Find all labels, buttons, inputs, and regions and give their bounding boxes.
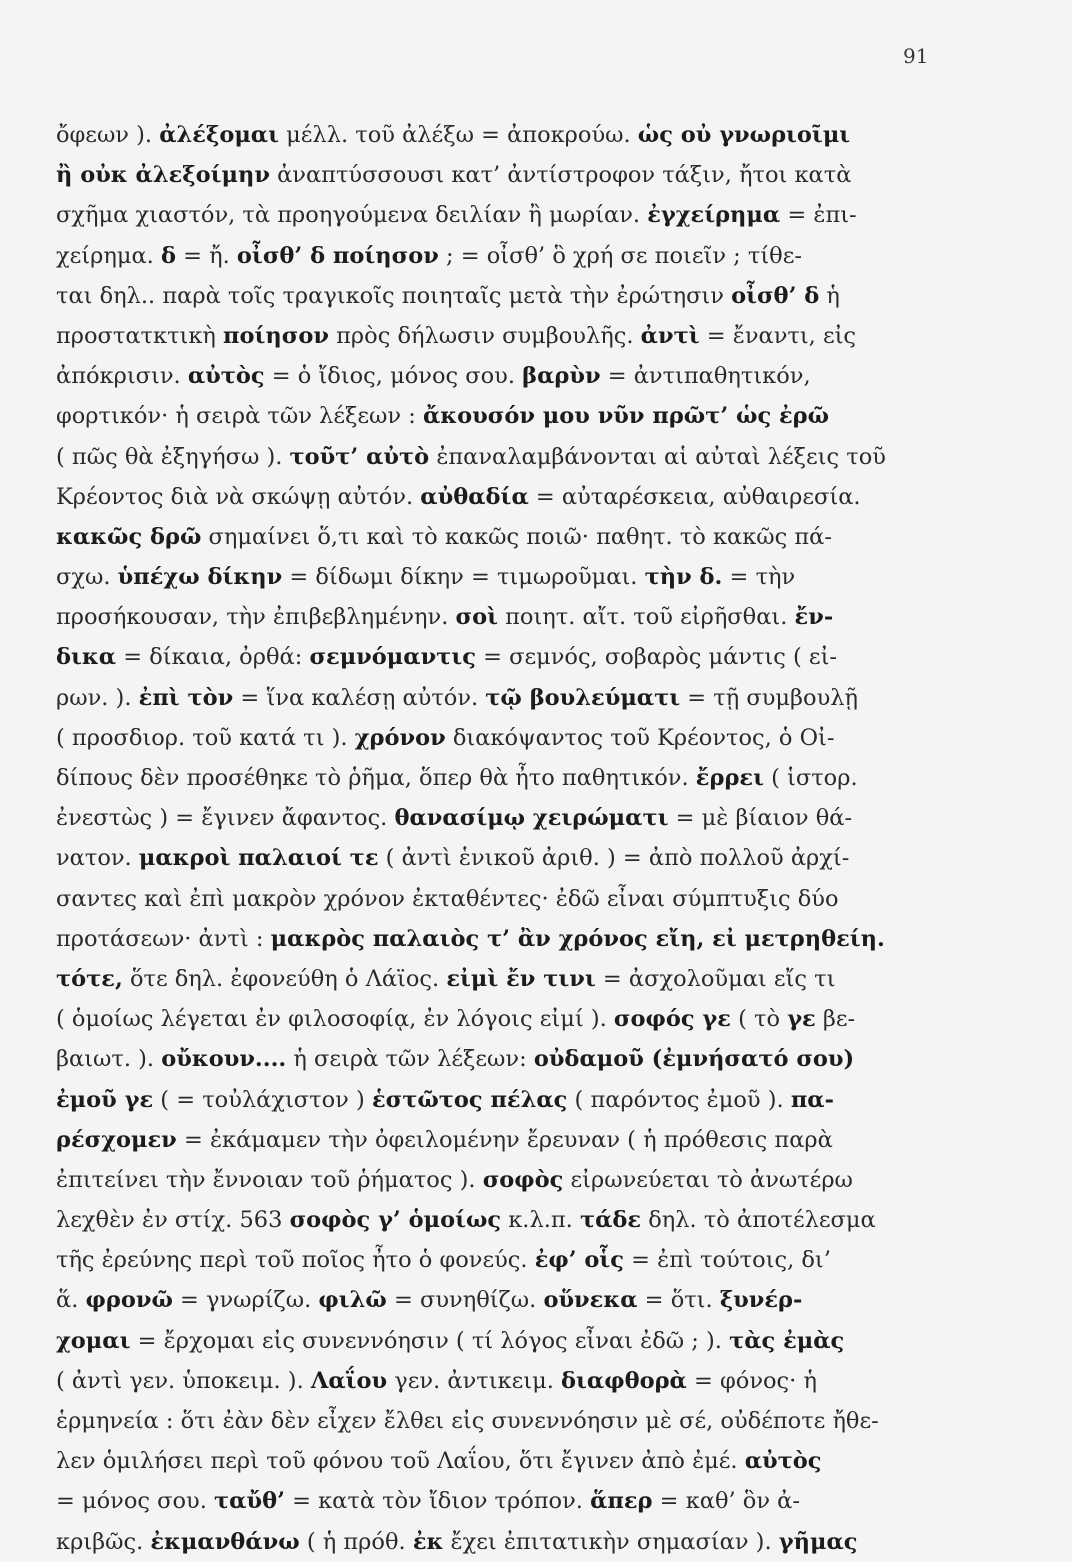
gloss-text: ἡ σειρὰ τῶν λέξεων:: [286, 1046, 534, 1073]
gloss-text: = τὴν: [722, 564, 796, 591]
text-line: [56, 316, 961, 356]
text-line: [56, 678, 961, 718]
gloss-text: = ἵνα καλέσῃ αὐτόν.: [233, 684, 486, 711]
text-line: [56, 1200, 961, 1240]
lemma-bold: αὐθαδία: [420, 483, 529, 510]
gloss-text: σχῆμα χιαστόν, τὰ προηγούμενα δειλίαν ἢ μωρίαν.: [56, 202, 648, 229]
lemma-bold: τὴν δ.: [644, 564, 723, 591]
gloss-text: = ἔναντι, εἰς: [699, 322, 857, 349]
gloss-text: = φόνος· ἡ: [686, 1367, 817, 1394]
text-line: [56, 1361, 961, 1401]
gloss-text: προτάσεων· ἀντὶ :: [56, 925, 271, 952]
text-line: [56, 758, 961, 798]
lemma-bold: οὕνεκα: [543, 1287, 638, 1314]
gloss-text: βε-: [815, 1006, 856, 1033]
gloss-text: βαιωτ. ).: [56, 1046, 162, 1073]
text-line: [56, 1401, 961, 1441]
gloss-text: ( ἀντὶ γεν. ὑποκειμ. ).: [56, 1367, 311, 1394]
text-line: [56, 276, 961, 316]
lemma-bold: τότε,: [56, 965, 123, 992]
text-line: [56, 999, 961, 1039]
lemma-bold: ποίησον: [223, 322, 329, 349]
gloss-text: ( ἡ πρόθ.: [299, 1528, 413, 1555]
lemma-bold: οὔκουν....: [161, 1046, 287, 1073]
lemma-bold: οἶσθ’ δ ποίησον: [236, 242, 439, 269]
lemma-bold: χομαι: [56, 1327, 131, 1354]
gloss-text: πρὸς δήλωσιν συμβουλῆς.: [328, 322, 641, 349]
gloss-text: μέλλ. τοῦ ἀλέξω = ἀποκρούω.: [279, 122, 638, 148]
lemma-bold: κακῶς δρῶ: [56, 523, 202, 550]
lemma-bold: ταὔθ’: [214, 1488, 285, 1515]
gloss-text: ἐνεστὼς ) = ἔγινεν ἄφαντος.: [56, 805, 395, 832]
gloss-text: ἐπιτείνει τὴν ἔννοιαν τοῦ ῥήματος ).: [56, 1166, 483, 1193]
text-line: [56, 1039, 961, 1079]
gloss-text: τῆς ἐρεύνης περὶ τοῦ ποῖος ἦτο ὁ φονεύς.: [56, 1247, 535, 1274]
gloss-text: ται δηλ.. παρὰ τοῖς τραγικοῖς ποιηταῖς μετὰ τὴν ἐρώτησιν: [56, 282, 732, 309]
lemma-bold: τάδε: [579, 1207, 642, 1234]
gloss-text: = κατὰ τὸν ἴδιον τρόπον.: [284, 1488, 591, 1515]
text-line: [56, 396, 961, 436]
lemma-bold: ἄκουσόν μου νῦν πρῶτ’ ὡς ἐρῶ: [422, 403, 830, 430]
gloss-text: κριβῶς.: [56, 1528, 151, 1555]
gloss-text: ( παρόντος ἐμοῦ ).: [567, 1086, 791, 1113]
gloss-text: ( πῶς θὰ ἐξηγήσω ).: [56, 443, 290, 470]
text-line: [56, 1522, 961, 1562]
gloss-text: ὅτε δηλ. ἐφονεύθη ὁ Λάϊος.: [122, 965, 447, 992]
text-line: [56, 236, 961, 276]
text-line: [56, 517, 961, 557]
lemma-bold: διαφθορὰ: [561, 1367, 687, 1394]
gloss-text: = αὐταρέσκεια, αὐθαιρεσία.: [528, 483, 861, 510]
lemma-bold: θανασίμῳ χειρώματι: [394, 805, 669, 832]
lemma-bold: μακροὶ παλαιοί τε: [138, 845, 379, 872]
gloss-text: δίπους δὲν προσέθηκε τὸ ῥῆμα, ὅπερ θὰ ἦτο παθητικόν.: [56, 765, 696, 791]
lemma-bold: δικα: [56, 644, 117, 671]
text-line: [56, 1441, 961, 1481]
lemma-bold: βαρὺν: [522, 363, 601, 390]
text-line: [56, 1280, 961, 1320]
text-line: [56, 115, 961, 155]
gloss-text: = σεμνός, σοβαρὸς μάντις ( εἰ-: [475, 644, 838, 671]
gloss-text: προσήκουσαν, τὴν ἐπιβεβλημένην.: [56, 604, 456, 631]
commentary-text: [56, 115, 961, 1562]
lemma-bold: ρέσχομεν: [56, 1126, 177, 1153]
lemma-bold: μακρὸς παλαιὸς τ’ ἂν χρόνος εἴη, εἰ μετρηθείη.: [270, 925, 885, 952]
gloss-text: διακόψαντος τοῦ Κρέοντος, ὁ Οἰ-: [445, 724, 835, 751]
lemma-bold: ξυνέρ-: [719, 1287, 803, 1314]
gloss-text: ἔχει ἐπιτατικὴν σημασίαν ).: [443, 1528, 779, 1555]
gloss-text: ἀναπτύσσουσι κατ’ ἀντίστροφον τάξιν, ἤτοι κατὰ: [269, 162, 852, 189]
gloss-text: σαντες καὶ ἐπὶ μακρὸν χρόνον ἐκταθέντες· ἐδῶ εἶναι σύμπτυξις δύο: [56, 885, 839, 912]
text-line: [56, 356, 961, 396]
gloss-text: = ὁ ἴδιος, μόνος σου.: [264, 363, 523, 390]
lemma-bold: Λαΐου: [310, 1367, 388, 1394]
text-line: [56, 195, 961, 235]
lemma-bold: δ: [160, 242, 176, 269]
gloss-text: ( ἀντὶ ἑνικοῦ ἀριθ. ) = ἀπὸ πολλοῦ ἀρχί-: [378, 845, 850, 872]
text-line: [56, 1240, 961, 1280]
gloss-text: = μόνος σου.: [56, 1488, 215, 1515]
lemma-bold: σοφὸς: [482, 1166, 564, 1193]
gloss-text: = ἐπὶ τούτοις, δι’: [624, 1247, 831, 1274]
lemma-bold: τὰς ἐμὰς: [729, 1327, 845, 1354]
lemma-bold: ἐφ’ οἷς: [534, 1247, 624, 1274]
text-line: [56, 477, 961, 517]
gloss-text: προστατκτικὴ: [56, 322, 224, 349]
lemma-bold: αὐτὸς: [187, 363, 265, 390]
gloss-text: νατον.: [56, 845, 139, 872]
text-line: [56, 1120, 961, 1160]
text-line: [56, 1321, 961, 1361]
lemma-bold: ἑστῶτος πέλας: [371, 1086, 568, 1113]
lemma-bold: σοφός γε: [613, 1006, 731, 1033]
lemma-bold: ὑπέχω δίκην: [117, 564, 283, 591]
gloss-text: ἑρμηνεία : ὅτι ἐὰν δὲν εἶχεν ἔλθει εἰς συνεννόησιν μὲ σέ, οὐδέποτε ἤθε-: [56, 1408, 879, 1434]
text-line: [56, 557, 961, 597]
gloss-text: = ἔρχομαι εἰς συνεννόησιν ( τί λόγος εἶναι ἐδῶ ; ).: [130, 1327, 730, 1354]
lemma-bold: πα-: [790, 1086, 834, 1113]
text-line: [56, 155, 961, 195]
gloss-text: εἰρωνεύεται τὸ ἀνωτέρω: [563, 1166, 853, 1193]
lemma-bold: ἀντὶ: [640, 322, 700, 349]
lemma-bold: τῷ βουλεύματι: [485, 684, 681, 711]
lemma-bold: εἰμὶ ἔν τινι: [446, 965, 596, 992]
lemma-bold: σεμνόμαντις: [309, 644, 476, 671]
lemma-bold: ἔν-: [794, 604, 834, 631]
lemma-bold: σοφὸς γ’ ὁμοίως: [289, 1207, 502, 1234]
text-line: [56, 1160, 961, 1200]
lemma-bold: χρόνον: [354, 724, 446, 751]
lemma-bold: ἔρρει: [695, 765, 764, 791]
text-line: [56, 798, 961, 838]
gloss-text: = ἐπι-: [780, 202, 857, 229]
lemma-bold: φιλῶ: [318, 1287, 387, 1314]
gloss-text: λεχθὲν ἐν στίχ. 563: [56, 1207, 290, 1234]
gloss-text: ποιητ. αἴτ. τοῦ εἰρῆσθαι.: [497, 604, 795, 631]
lemma-bold: ἐπὶ τὸν: [138, 684, 234, 711]
gloss-text: ( ἱστορ.: [763, 765, 858, 791]
lemma-bold: οἶσθ’ δ: [731, 282, 820, 309]
gloss-text: χείρημα.: [56, 242, 161, 269]
lemma-bold: φρονῶ: [85, 1287, 173, 1314]
text-line: [56, 1481, 961, 1521]
text-line: [56, 959, 961, 999]
gloss-text: ἅ.: [56, 1287, 86, 1314]
lemma-bold: ἐκμανθάνω: [150, 1528, 300, 1555]
gloss-text: = συνηθίζω.: [386, 1287, 544, 1314]
text-line: [56, 879, 961, 919]
lemma-bold: γῆμας: [778, 1528, 858, 1555]
lemma-bold: σοὶ: [455, 604, 498, 631]
gloss-text: = γνωρίζω.: [172, 1287, 319, 1314]
gloss-text: ( ὁμοίως λέγεται ἐν φιλοσοφίᾳ, ἐν λόγοις εἰμί ).: [56, 1006, 614, 1033]
gloss-text: = καθ’ ὃν ἀ-: [652, 1488, 800, 1515]
gloss-text: ; = οἶσθ’ ὃ χρή σε ποιεῖν ; τίθε-: [438, 242, 802, 269]
gloss-text: = ἀντιπαθητικόν,: [600, 363, 811, 390]
gloss-text: ( προσδιορ. τοῦ κατά τι ).: [56, 724, 355, 751]
gloss-text: Κρέοντος διὰ νὰ σκώψῃ αὐτόν.: [56, 483, 421, 510]
text-line: [56, 597, 961, 637]
gloss-text: ( τὸ: [730, 1006, 788, 1033]
gloss-text: φορτικόν· ἡ σειρὰ τῶν λέξεων :: [56, 403, 423, 430]
gloss-text: ρων. ).: [56, 684, 139, 711]
gloss-text: γεν. ἀντικειμ.: [387, 1367, 562, 1394]
gloss-text: = ἀσχολοῦμαι εἴς τι: [595, 965, 836, 992]
gloss-text: ἐπαναλαμβάνονται αἱ αὐταὶ λέξεις τοῦ: [429, 443, 886, 470]
lemma-bold: ἐμοῦ γε: [56, 1086, 154, 1113]
text-line: [56, 718, 961, 758]
lemma-bold: ἢ οὐκ ἀλεξοίμην: [56, 162, 270, 189]
lemma-bold: τοῦτ’ αὐτὸ: [289, 443, 430, 470]
lemma-bold: γε: [787, 1006, 816, 1033]
gloss-text: = μὲ βίαιον θά-: [668, 805, 853, 832]
gloss-text: δηλ. τὸ ἀποτέλεσμα: [641, 1207, 876, 1234]
gloss-text: λεν ὁμιλήσει περὶ τοῦ φόνου τοῦ Λαΐου, ὅτι ἔγινεν ἀπὸ ἐμέ.: [56, 1448, 745, 1475]
gloss-text: = ἐκάμαμεν τὴν ὀφειλομένην ἔρευναν ( ἡ πρόθεσις παρὰ: [176, 1126, 833, 1153]
lemma-bold: ὡς οὐ γνωριοῖμι: [637, 122, 851, 148]
text-line: [56, 1080, 961, 1120]
page-number: 91: [903, 44, 929, 68]
lemma-bold: ἐγχείρημα: [647, 202, 781, 229]
lemma-bold: ἅπερ: [590, 1488, 653, 1515]
gloss-text: = τῇ συμβουλῇ: [680, 684, 859, 711]
gloss-text: = δίκαια, ὀρθά:: [116, 644, 310, 671]
lemma-bold: ἀλέξομαι: [159, 122, 279, 148]
gloss-text: σημαίνει ὅ,τι καὶ τὸ κακῶς ποιῶ· παθητ. τὸ κακῶς πά-: [201, 523, 832, 550]
text-line: [56, 838, 961, 878]
text-line: [56, 919, 961, 959]
text-line: [56, 637, 961, 677]
gloss-text: = ἤ.: [175, 242, 237, 269]
gloss-text: κ.λ.π.: [501, 1207, 580, 1234]
gloss-text: = δίδωμι δίκην = τιμωροῦμαι.: [282, 564, 645, 591]
gloss-text: ὄφεων ).: [56, 122, 160, 148]
text-line: [56, 437, 961, 477]
gloss-text: ἀπόκρισιν.: [56, 363, 188, 390]
gloss-text: = ὅτι.: [637, 1287, 720, 1314]
gloss-text: σχω.: [56, 564, 118, 591]
lemma-bold: αὐτὸς: [744, 1448, 822, 1475]
lemma-bold: ἐκ: [412, 1528, 444, 1555]
gloss-text: ( = τοὐλάχιστον ): [153, 1086, 372, 1113]
gloss-text: ἡ: [819, 282, 840, 309]
lemma-bold: οὐδαμοῦ (ἐμνήσατό σου): [533, 1046, 855, 1073]
